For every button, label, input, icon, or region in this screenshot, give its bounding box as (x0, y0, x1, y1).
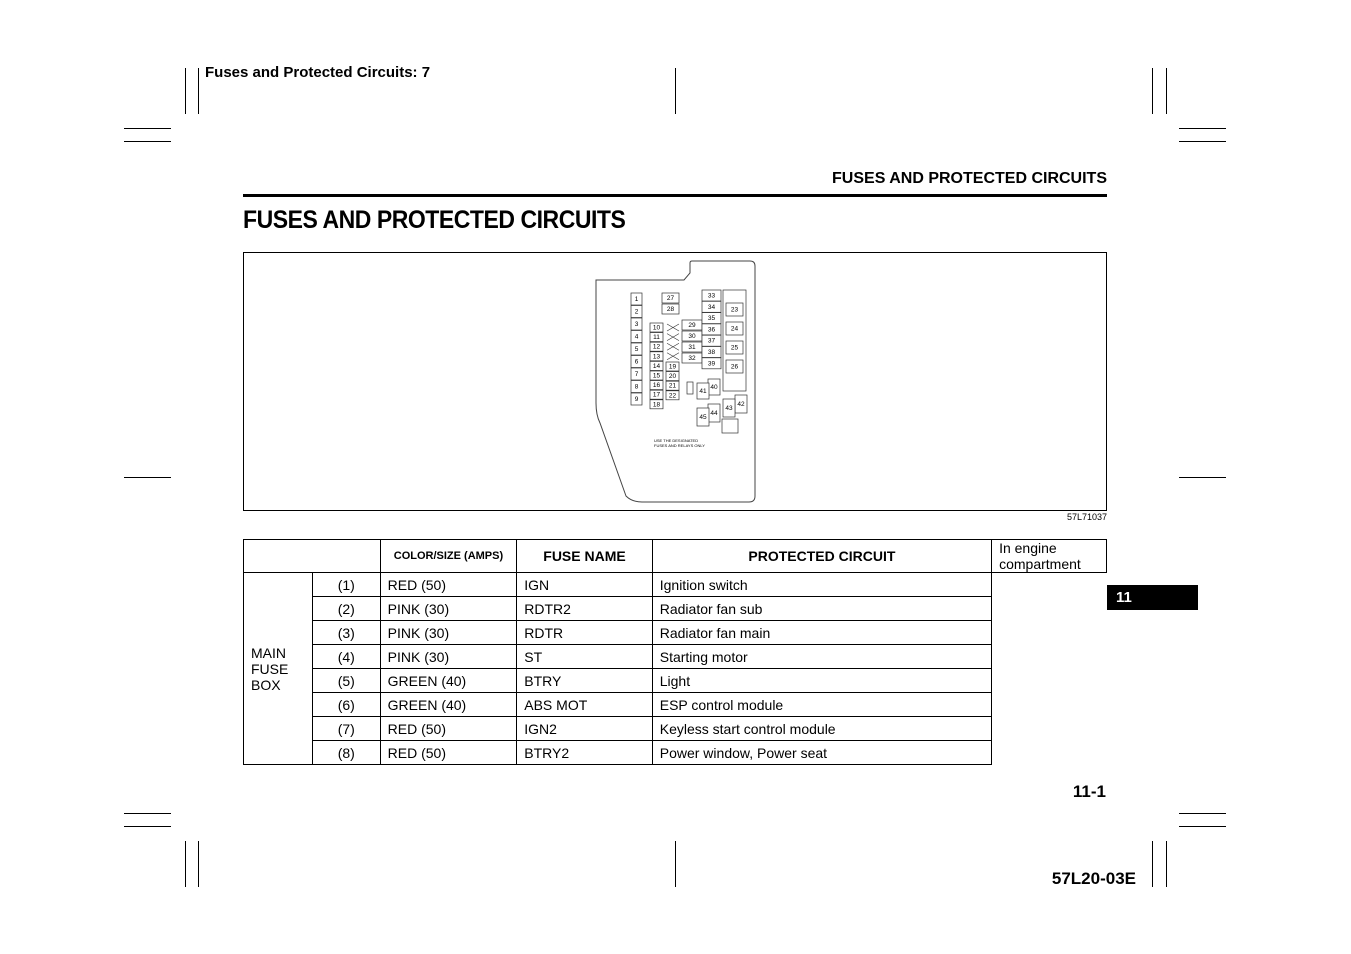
group-cell (244, 573, 313, 765)
fuse-cell (631, 368, 642, 380)
row-number: (1) (312, 573, 380, 597)
fuse-cell-label: 20 (668, 373, 677, 381)
fuse-cell-label: 29 (688, 322, 696, 329)
fuse-cell-label: 43 (725, 405, 733, 412)
fuse-cell-label: 8 (634, 383, 639, 391)
fuse-cell (650, 361, 663, 370)
header-protected-circuit: PROTECTED CIRCUIT (652, 540, 991, 573)
fuse-slot-hatch (667, 334, 679, 341)
fuse-cell (650, 323, 663, 332)
table-row (244, 693, 1107, 717)
fuse-cell (702, 347, 721, 358)
fuse-cell (702, 313, 721, 324)
fuse-cell-label: 15 (652, 372, 661, 380)
row-fuse-name: IGN (517, 573, 652, 597)
fuse-cell (631, 293, 642, 305)
section-header (243, 170, 1107, 197)
fuse-table (243, 539, 1107, 765)
row-protected-circuit: Radiator fan main (652, 621, 991, 645)
relay-cell (726, 360, 743, 373)
fuse-cell (723, 399, 735, 417)
fuse-cell-label: 10 (652, 324, 661, 332)
fuse-cell (708, 404, 720, 422)
row-protected-circuit: Keyless start control module (652, 717, 991, 741)
fuse-cell (697, 383, 709, 399)
row-color-size: RED (50) (380, 741, 517, 765)
fuse-cell-label: 35 (707, 315, 716, 323)
location-text: In engine compartment (999, 540, 1081, 572)
fuse-cell (702, 290, 721, 301)
table-row (244, 669, 1107, 693)
fuse-cell-label: 30 (688, 333, 696, 340)
table-row (244, 597, 1107, 621)
row-fuse-name: ST (517, 645, 652, 669)
section-header-text: FUSES AND PROTECTED CIRCUITS (832, 170, 1107, 187)
table-row (244, 621, 1107, 645)
fuse-cell-label: 26 (730, 363, 739, 371)
fuse-cell (702, 335, 721, 346)
fuse-cell (662, 293, 679, 303)
fuse-cell-label: 22 (668, 392, 677, 400)
fuse-cell (666, 372, 679, 381)
row-protected-circuit: Starting motor (652, 645, 991, 669)
fuse-cell-label: 18 (652, 401, 661, 409)
row-color-size: RED (50) (380, 717, 517, 741)
running-title: Fuses and Protected Circuits: 7 (205, 64, 431, 81)
fuse-cell (708, 379, 720, 395)
fuse-cell (650, 352, 663, 361)
fuse-cell (666, 381, 679, 390)
group-label: MAIN FUSE BOX (251, 644, 289, 693)
fuse-cell (666, 391, 679, 400)
fuse-cell (650, 400, 663, 409)
spare-slot (687, 382, 693, 394)
table-row (244, 741, 1107, 765)
fuse-slot-hatch (667, 324, 679, 331)
location-cell (992, 540, 1107, 573)
row-protected-circuit: Light (652, 669, 991, 693)
fuse-cell (650, 333, 663, 342)
fuse-cell (631, 393, 642, 405)
fuse-cell-label: 21 (668, 382, 677, 390)
row-fuse-name: RDTR2 (517, 597, 652, 621)
table-row (244, 573, 1107, 597)
row-protected-circuit: Power window, Power seat (652, 741, 991, 765)
row-protected-circuit: Radiator fan sub (652, 597, 991, 621)
fuse-cell-label: 42 (737, 401, 745, 408)
fuse-cell-label: 41 (699, 388, 707, 395)
fuse-slot-hatch (667, 353, 679, 360)
fuse-cell (697, 408, 709, 426)
fuse-cell (702, 358, 721, 369)
fuse-cell-label: 31 (688, 344, 696, 351)
fuse-cell-label: 13 (652, 353, 661, 361)
fuse-cell-label: 5 (634, 346, 639, 353)
fuse-cell-label: 7 (634, 371, 639, 378)
row-fuse-name: RDTR (517, 621, 652, 645)
figure-code: 57L71037 (1066, 512, 1107, 522)
fuse-cell-label: 9 (634, 396, 639, 403)
fuse-cell (702, 301, 721, 312)
header-color-size: COLOR/SIZE (AMPS) (380, 540, 517, 573)
row-number: (4) (312, 645, 380, 669)
fuse-cell-label: 23 (730, 306, 739, 314)
fuse-cell (682, 320, 702, 330)
page-number: 11-1 (1072, 782, 1106, 801)
fuse-cell (682, 353, 702, 363)
fuse-cell-label: 37 (707, 337, 716, 345)
fuse-box-figure (243, 252, 1107, 511)
fuse-cell-label: 11 (653, 334, 660, 342)
row-color-size: RED (50) (380, 573, 517, 597)
relay-cell (726, 303, 743, 316)
fuse-cell-label: 24 (730, 325, 739, 333)
fuse-cell (702, 324, 721, 335)
row-protected-circuit: ESP control module (652, 693, 991, 717)
fuse-cell (666, 362, 679, 371)
spare-relay-slot (722, 419, 738, 433)
page-title: FUSES AND PROTECTED CIRCUITS (243, 206, 626, 234)
fuse-cell-label: 6 (634, 358, 639, 366)
fuse-cell (682, 331, 702, 341)
fuse-cell (631, 381, 642, 393)
row-number: (8) (312, 741, 380, 765)
fuse-cell-label: 45 (699, 414, 707, 421)
fuse-cell (650, 381, 663, 390)
row-number: (7) (312, 717, 380, 741)
row-number: (3) (312, 621, 380, 645)
fuse-cell-label: 39 (707, 360, 716, 368)
row-color-size: GREEN (40) (380, 693, 517, 717)
fuse-cell (650, 390, 663, 399)
fuse-cell (631, 343, 642, 355)
fuse-cell-label: 34 (707, 303, 716, 311)
row-fuse-name: ABS MOT (517, 693, 652, 717)
fuse-cell-label: 33 (707, 292, 716, 300)
fuse-cell-label: 1 (634, 296, 639, 303)
fuse-cell-label: 16 (652, 382, 661, 390)
table-row (244, 717, 1107, 741)
fuse-cell-label: 3 (634, 321, 639, 328)
fuse-cell-label: 32 (688, 355, 696, 362)
row-number: (6) (312, 693, 380, 717)
fuse-cell-label: 4 (634, 333, 639, 341)
document-code: 57L20-03E (1051, 869, 1136, 888)
row-fuse-name: BTRY (517, 669, 652, 693)
table-header-row (244, 540, 1107, 573)
relay-cell (726, 341, 743, 354)
chapter-tab: 11 (1107, 585, 1198, 610)
fuse-cell-label: 12 (652, 343, 661, 351)
fuse-box-diagram (244, 253, 1106, 510)
fuse-cell-label: 17 (652, 391, 661, 399)
fuse-cell-label: 38 (707, 349, 716, 356)
fuse-cell-label: 14 (652, 362, 661, 370)
fuse-cell-label: 40 (710, 384, 718, 391)
table-row (244, 645, 1107, 669)
figure-note-1: USE THE DESIGNATED (654, 438, 699, 443)
fuse-slot-hatch (667, 343, 679, 350)
fuse-cell (631, 318, 642, 330)
fuse-cell-label: 28 (666, 306, 675, 313)
fuse-cell (662, 304, 679, 314)
header-blank (244, 540, 381, 573)
row-protected-circuit: Ignition switch (652, 573, 991, 597)
row-number: (5) (312, 669, 380, 693)
fuse-cell-label: 2 (634, 308, 639, 316)
fuse-cell (631, 306, 642, 318)
row-fuse-name: BTRY2 (517, 741, 652, 765)
fuse-cell (631, 356, 642, 368)
header-fuse-name: FUSE NAME (517, 540, 652, 573)
row-color-size: GREEN (40) (380, 669, 517, 693)
fuse-cell-label: 25 (730, 344, 739, 352)
relay-cell (726, 322, 743, 335)
row-color-size: PINK (30) (380, 645, 517, 669)
fuse-cell (650, 342, 663, 351)
fuse-cell-label: 36 (707, 326, 716, 334)
fuse-cell (631, 331, 642, 343)
fuse-cell (735, 395, 747, 413)
fuse-cell-label: 44 (710, 410, 718, 417)
fuse-cell (650, 371, 663, 380)
figure-note-2: FUSES AND RELAYS ONLY (654, 443, 705, 448)
row-color-size: PINK (30) (380, 597, 517, 621)
row-fuse-name: IGN2 (517, 717, 652, 741)
fuse-cell-label: 27 (666, 295, 675, 302)
fuse-cell (682, 342, 702, 352)
row-color-size: PINK (30) (380, 621, 517, 645)
row-number: (2) (312, 597, 380, 621)
fuse-cell-label: 19 (668, 363, 677, 371)
